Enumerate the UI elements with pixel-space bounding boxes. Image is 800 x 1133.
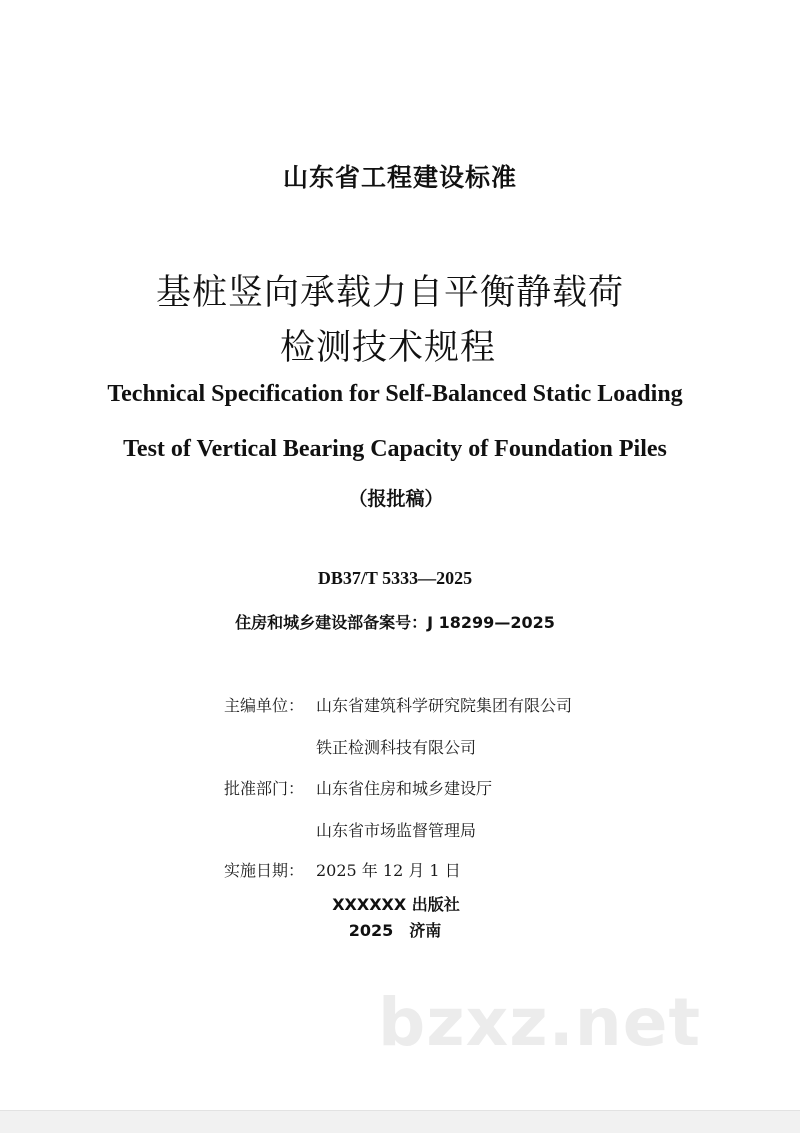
draft-status: （报批稿）	[348, 488, 444, 510]
filing-number: 住房和城乡建设部备案号：J 18299—2025	[235, 613, 555, 632]
publication-place-year: 2025 济南	[348, 921, 442, 940]
approver-label: 批准部门：	[224, 779, 305, 798]
effective-date: 2025 年 12 月 1 日	[316, 861, 461, 880]
publisher: XXXXXX 出版社	[332, 895, 460, 914]
title-en-line-2: Test of Vertical Bearing Capacity of Foundation Piles	[123, 436, 667, 462]
title-cn-line-1: 基桩竖向承载力自平衡静载荷	[155, 273, 624, 313]
editor-unit-2: 铁正检测科技有限公司	[316, 738, 477, 757]
title-cn-line-2: 检测技术规程	[279, 328, 496, 368]
editor-unit-1: 山东省建筑科学研究院集团有限公司	[316, 696, 573, 715]
approver-dept-2: 山东省市场监督管理局	[316, 821, 477, 840]
page-bottom-edge	[0, 1110, 800, 1133]
standard-number: DB37/T 5333—2025	[317, 568, 473, 588]
effective-date-label: 实施日期：	[224, 861, 305, 880]
standard-category: 山东省工程建设标准	[282, 163, 517, 192]
approver-dept-1: 山东省住房和城乡建设厅	[316, 779, 493, 798]
watermark: bzxz.net	[378, 984, 702, 1061]
editor-label: 主编单位：	[224, 696, 305, 715]
title-en-line-1: Technical Specification for Self-Balanced Static Loading	[107, 381, 683, 407]
